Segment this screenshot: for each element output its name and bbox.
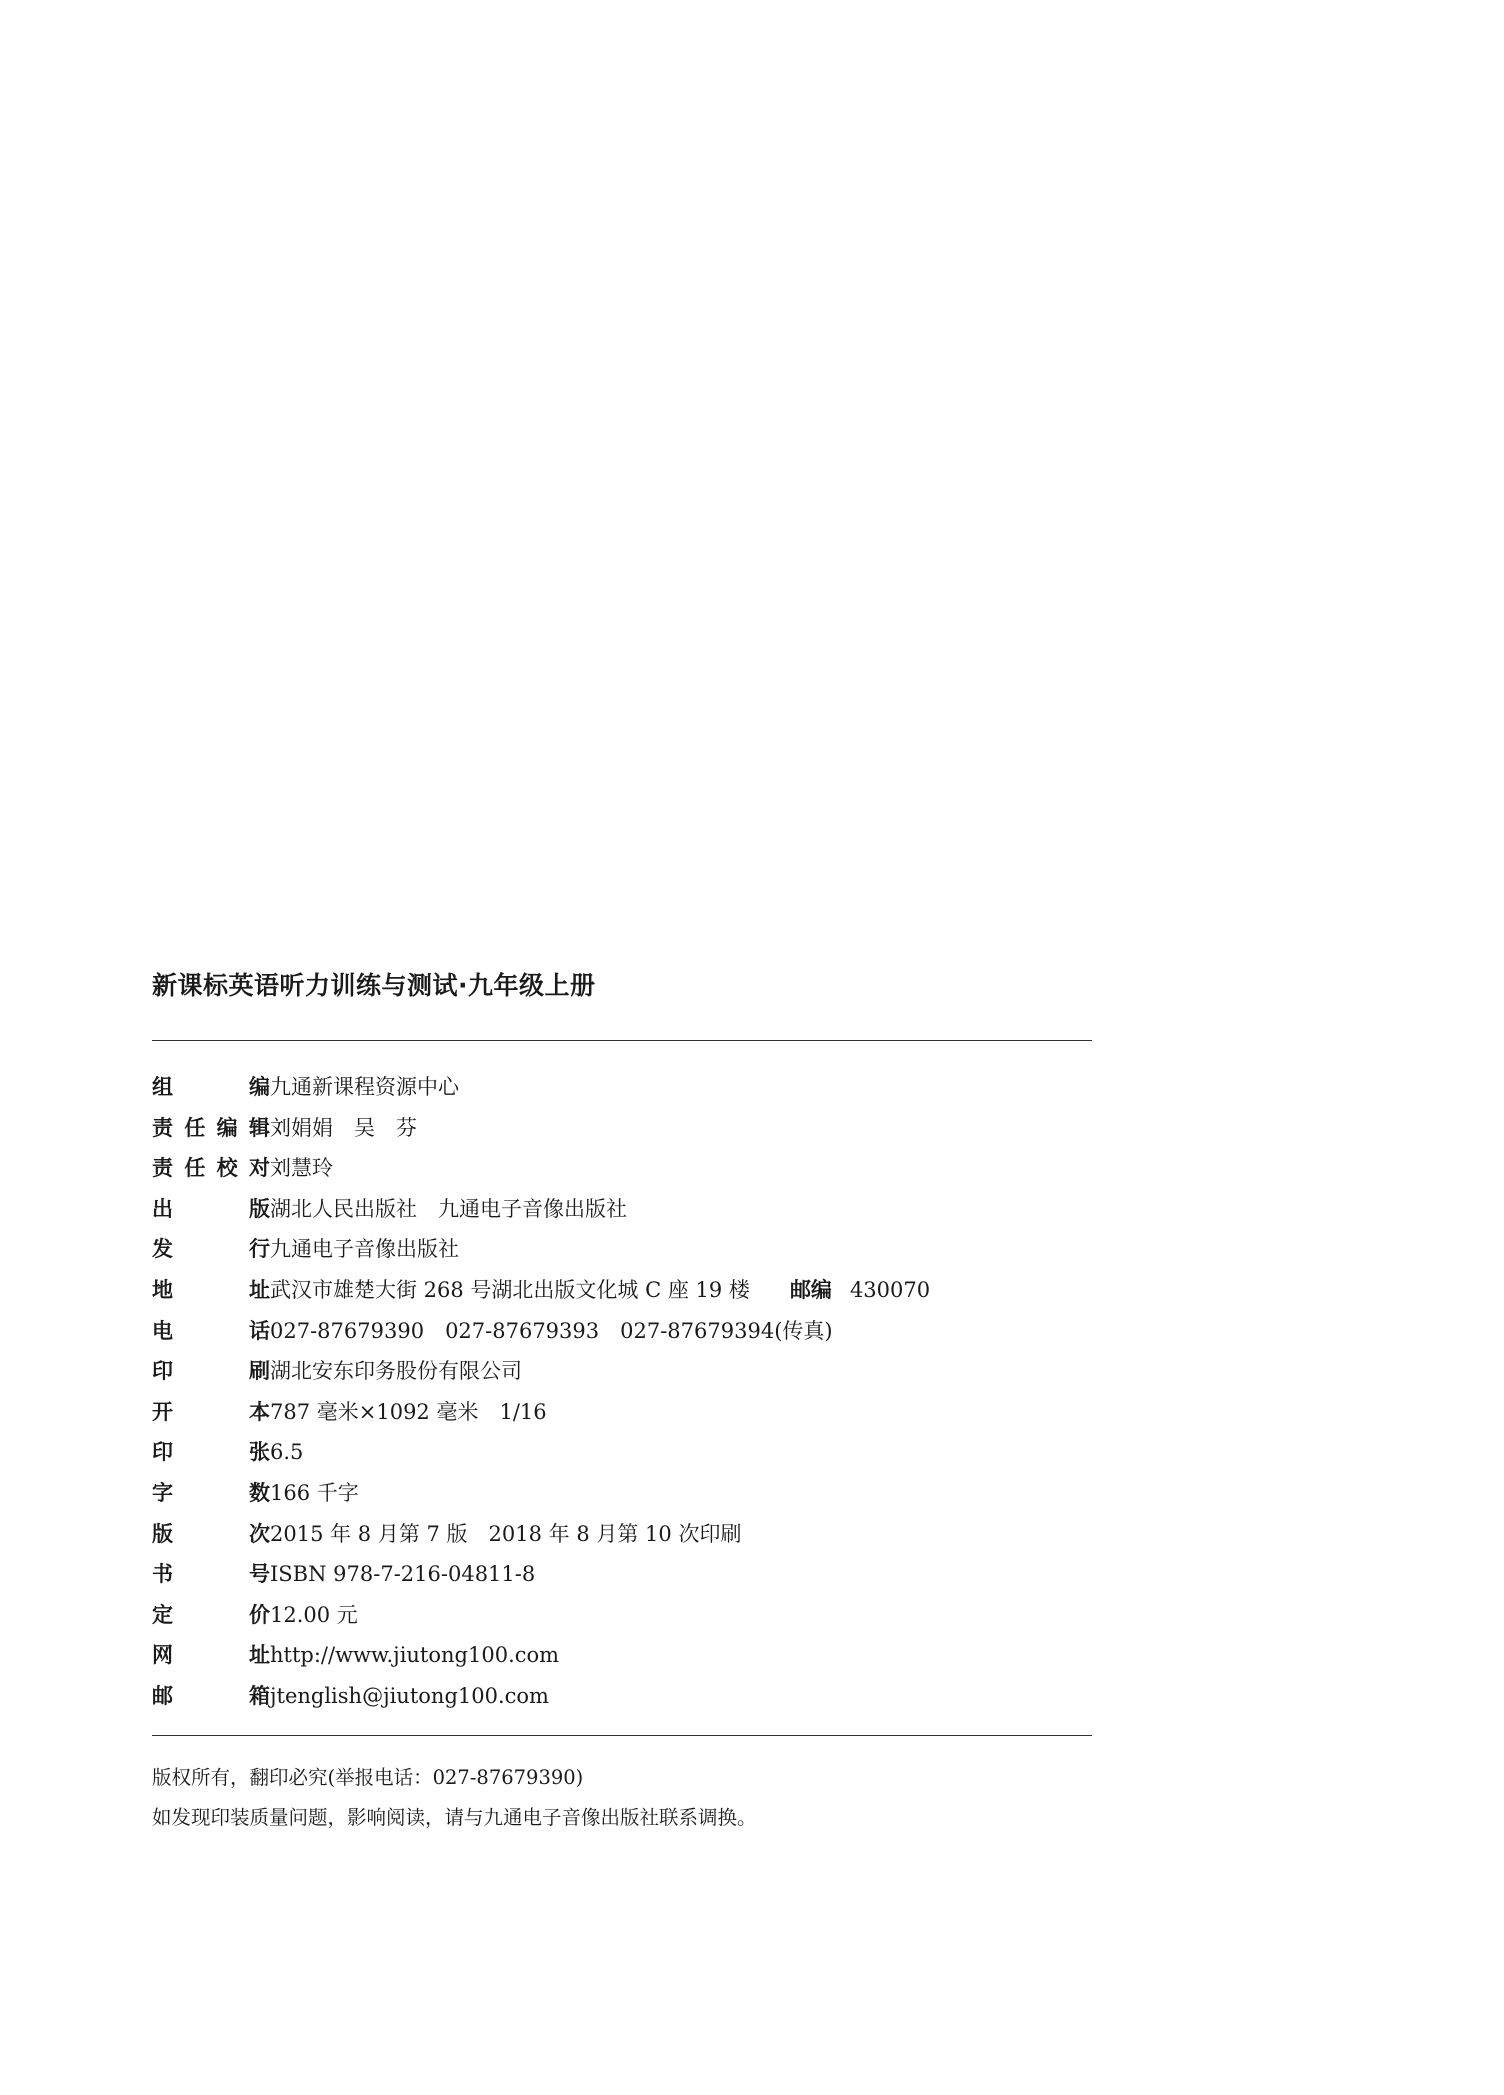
credit-row-address: [152, 1270, 1092, 1311]
credit-row-responsible-editor: [152, 1108, 1092, 1149]
credit-value: ISBN 978-7-216-04811-8: [270, 1562, 536, 1587]
credit-label: 版 次: [152, 1521, 270, 1546]
bottom-divider: [152, 1735, 1092, 1736]
credit-label: 出 版: [152, 1196, 270, 1221]
credit-label: 责 任 校 对: [152, 1156, 270, 1181]
credit-value: 刘娟娟 吴 芬: [270, 1115, 417, 1140]
colophon: [152, 968, 1092, 1838]
credit-label: 印 张: [152, 1440, 270, 1465]
credit-row-printer: [152, 1351, 1092, 1392]
credit-value: http://www.jiutong100.com: [270, 1643, 560, 1668]
credit-row-price: [152, 1595, 1092, 1636]
credit-label: 邮 箱: [152, 1683, 270, 1708]
credit-row-phone: [152, 1311, 1092, 1352]
credit-row-compiler: [152, 1067, 1092, 1108]
credit-value: 湖北安东印务股份有限公司: [270, 1359, 522, 1384]
credit-label: 定 价: [152, 1602, 270, 1627]
credits-list: [152, 1041, 1092, 1717]
copyright-notice: 版权所有，翻印必究(举报电话：027-87679390): [152, 1765, 584, 1789]
credit-value: [270, 1270, 930, 1311]
credit-value: 027-87679390 027-87679393 027-87679394(传真): [270, 1318, 833, 1343]
address-text: 武汉市雄楚大街 268 号湖北出版文化城 C 座 19 楼: [270, 1277, 750, 1302]
credit-row-distributor: [152, 1229, 1092, 1270]
credit-value: 787 毫米×1092 毫米 1/16: [270, 1399, 547, 1424]
credit-label: 网 址: [152, 1643, 270, 1668]
credit-value: 九通新课程资源中心: [270, 1075, 459, 1099]
credit-row-edition: [152, 1514, 1092, 1555]
credit-label: 组 编: [152, 1075, 270, 1099]
book-title: 新课标英语听力训练与测试·九年级上册: [152, 971, 596, 1000]
credit-value: 166 千字: [270, 1480, 359, 1505]
credit-row-format: [152, 1392, 1092, 1433]
credit-row-sheets: [152, 1432, 1092, 1473]
credit-value: 湖北人民出版社 九通电子音像出版社: [270, 1196, 627, 1221]
credit-value: 2015 年 8 月第 7 版 2018 年 8 月第 10 次印刷: [270, 1521, 742, 1546]
credit-label: 发 行: [152, 1237, 270, 1262]
copyright-notes: [152, 1758, 1092, 1838]
credit-label: 印 刷: [152, 1359, 270, 1384]
credit-value: jtenglish@jiutong100.com: [270, 1683, 549, 1708]
credit-row-isbn: [152, 1554, 1092, 1595]
credit-label: 地 址: [152, 1277, 270, 1302]
credit-label: 责 任 编 辑: [152, 1115, 270, 1140]
credit-row-email: [152, 1676, 1092, 1717]
credit-label: 开 本: [152, 1399, 270, 1424]
credit-label: 书 号: [152, 1562, 270, 1587]
credit-label: 字 数: [152, 1480, 270, 1505]
credit-label: 电 话: [152, 1318, 270, 1343]
postcode-label: 邮编: [789, 1277, 832, 1302]
credit-value: 刘慧玲: [270, 1156, 333, 1181]
credit-row-website: [152, 1635, 1092, 1676]
credit-row-publisher: [152, 1189, 1092, 1230]
credit-value: 九通电子音像出版社: [270, 1237, 459, 1262]
credit-value: 6.5: [270, 1440, 304, 1465]
credit-row-word-count: [152, 1473, 1092, 1514]
credit-row-proofreader: [152, 1148, 1092, 1189]
credit-value: 12.00 元: [270, 1602, 358, 1627]
postcode-value: 430070: [849, 1277, 931, 1302]
quality-notice: 如发现印装质量问题，影响阅读，请与九通电子音像出版社联系调换。: [152, 1805, 757, 1829]
